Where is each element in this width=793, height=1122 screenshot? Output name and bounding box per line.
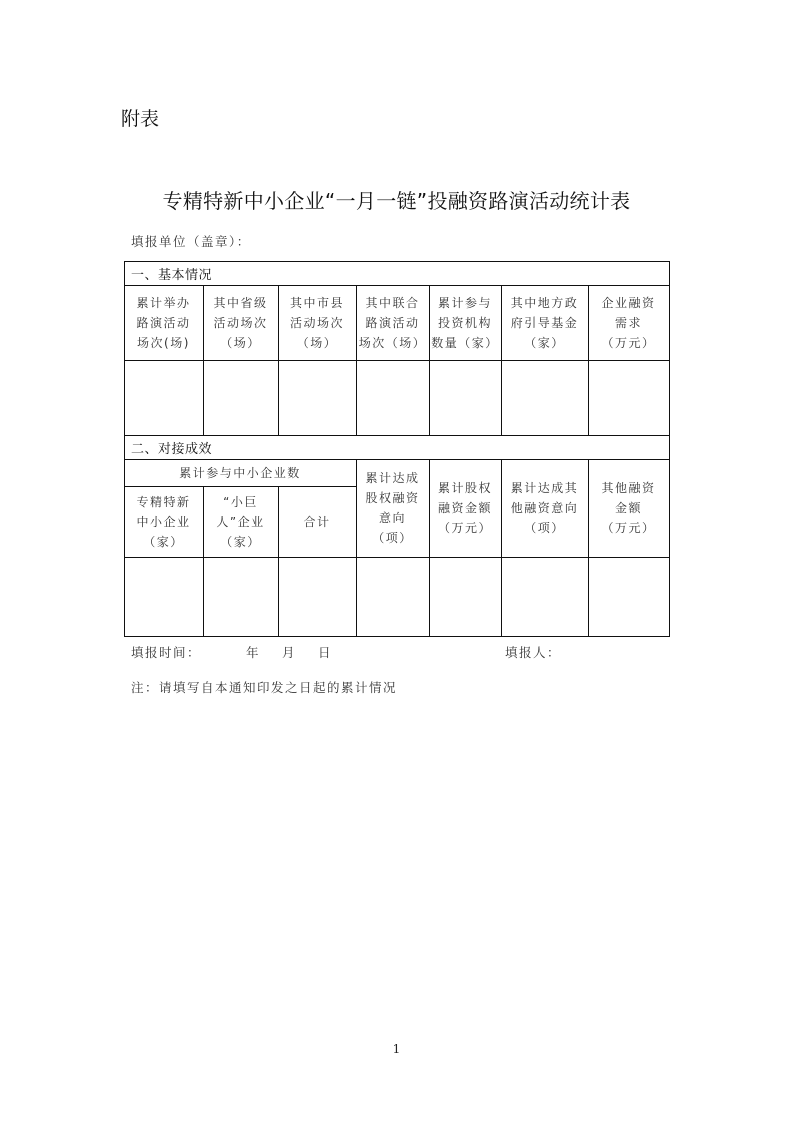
- report-year-label: 年: [246, 645, 261, 660]
- header-line: （项）: [372, 531, 413, 545]
- header-line: 场次（场）: [358, 335, 427, 350]
- header-cell: [588, 459, 669, 557]
- header-cell: [356, 285, 429, 360]
- data-entry-cell[interactable]: [204, 558, 278, 636]
- header-line: 活动场次: [213, 315, 268, 330]
- note-text: 注：请填写自本通知印发之日起的累计情况: [131, 680, 398, 695]
- appendix-label: 附表: [121, 108, 160, 130]
- header-line: 投资机构: [437, 315, 492, 330]
- page-number: 1: [392, 1042, 401, 1056]
- data-entry-cell[interactable]: [502, 361, 588, 435]
- subheader-cell: [203, 486, 278, 557]
- header-line: “小巨: [223, 494, 258, 509]
- header-line: 融资金额: [437, 501, 492, 515]
- data-entry-cell[interactable]: [279, 558, 356, 636]
- header-cell-text: [213, 293, 267, 353]
- header-line: 场次(场): [137, 335, 190, 350]
- table-border-right: [669, 261, 670, 637]
- header-line: 需求: [614, 315, 642, 330]
- data-entry-cell[interactable]: [125, 361, 203, 435]
- data-entry-cell[interactable]: [357, 361, 429, 435]
- header-cell-text: [438, 478, 492, 538]
- header-cell: [429, 459, 501, 557]
- report-time-label: 填报时间：: [131, 645, 202, 660]
- data-entry-cell[interactable]: [589, 558, 669, 636]
- table-border-top: [124, 261, 670, 262]
- subheader-cell-text: [136, 492, 190, 552]
- header-cell: [429, 285, 501, 360]
- header-line: （万元）: [601, 521, 656, 535]
- data-entry-cell[interactable]: [125, 558, 203, 636]
- header-line: 金额: [614, 501, 642, 515]
- header-line: 其中省级: [213, 295, 268, 310]
- reporting-unit-label: 填报单位（盖章）：: [131, 234, 251, 249]
- header-line: 其中联合: [365, 295, 420, 310]
- data-entry-cell[interactable]: [204, 361, 278, 435]
- header-line: 其中市县: [289, 295, 344, 310]
- header-line: 合计: [303, 514, 331, 529]
- header-cell-text: [136, 293, 190, 353]
- header-cell-text: [290, 293, 344, 353]
- data-entry-cell[interactable]: [589, 361, 669, 435]
- data-entry-cell[interactable]: [430, 558, 501, 636]
- header-line: 累计达成其: [510, 481, 579, 495]
- header-line: 他融资意向: [510, 501, 579, 515]
- subheader-cell-text: [303, 512, 330, 532]
- header-line: 活动场次: [289, 315, 344, 330]
- header-line: （项）: [524, 521, 565, 535]
- header-line: 数量（家）: [431, 335, 499, 350]
- header-cell-text: [511, 293, 579, 353]
- header-cell-text: [601, 293, 655, 353]
- data-entry-cell[interactable]: [357, 558, 429, 636]
- header-cell: [356, 459, 429, 557]
- header-line: （万元）: [437, 521, 492, 535]
- header-cell: [124, 285, 203, 360]
- header-line: 累计举办: [136, 295, 191, 310]
- header-cell: [203, 285, 278, 360]
- row-divider: [124, 435, 670, 436]
- header-cell: [501, 459, 588, 557]
- section-results-title: 二、对接成效: [131, 442, 213, 457]
- header-cell: [588, 285, 669, 360]
- group-header-smes: [124, 459, 356, 486]
- header-line: 人”企业: [216, 514, 265, 529]
- subheader-cell: [124, 486, 203, 557]
- header-line: （家）: [220, 534, 261, 549]
- header-line: 专精特新: [136, 494, 191, 509]
- header-line: （万元）: [601, 335, 656, 350]
- header-line: 意向: [378, 511, 406, 525]
- section-basic-title: 一、基本情况: [131, 268, 213, 283]
- header-cell-text: [431, 293, 499, 353]
- header-cell-text: [601, 478, 655, 538]
- header-line: （家）: [524, 335, 565, 350]
- header-line: 路演活动: [365, 315, 420, 330]
- subheader-cell: [278, 486, 356, 557]
- header-line: 路演活动: [136, 315, 191, 330]
- data-entry-cell[interactable]: [502, 558, 588, 636]
- header-cell: [501, 285, 588, 360]
- header-cell-text: [511, 478, 579, 538]
- report-month-label: 月: [282, 645, 297, 660]
- table-border-bottom: [124, 636, 670, 637]
- group-header-label: 累计参与中小企业数: [179, 465, 301, 480]
- header-line: 其他融资: [601, 481, 656, 495]
- header-line: 累计股权: [437, 481, 492, 495]
- header-line: 府引导基金: [510, 315, 579, 330]
- header-cell-text: [359, 293, 427, 353]
- page-title: 专精特新中小企业“一月一链”投融资路演活动统计表: [162, 189, 631, 213]
- header-line: （场）: [220, 335, 261, 350]
- header-line: 股权融资: [365, 491, 420, 505]
- data-entry-cell[interactable]: [279, 361, 356, 435]
- header-line: 其中地方政: [510, 295, 579, 310]
- header-line: 累计参与: [437, 295, 492, 310]
- subheader-cell-text: [216, 492, 264, 552]
- report-day-label: 日: [318, 645, 333, 660]
- header-line: 企业融资: [601, 295, 656, 310]
- header-line: （场）: [296, 335, 338, 350]
- data-entry-cell[interactable]: [430, 361, 501, 435]
- reporter-label: 填报人：: [505, 645, 562, 660]
- header-line: （家）: [143, 534, 184, 549]
- header-cell: [278, 285, 356, 360]
- header-line: 中小企业: [136, 514, 191, 529]
- header-line: 累计达成: [365, 471, 420, 485]
- header-cell-text: [365, 468, 419, 548]
